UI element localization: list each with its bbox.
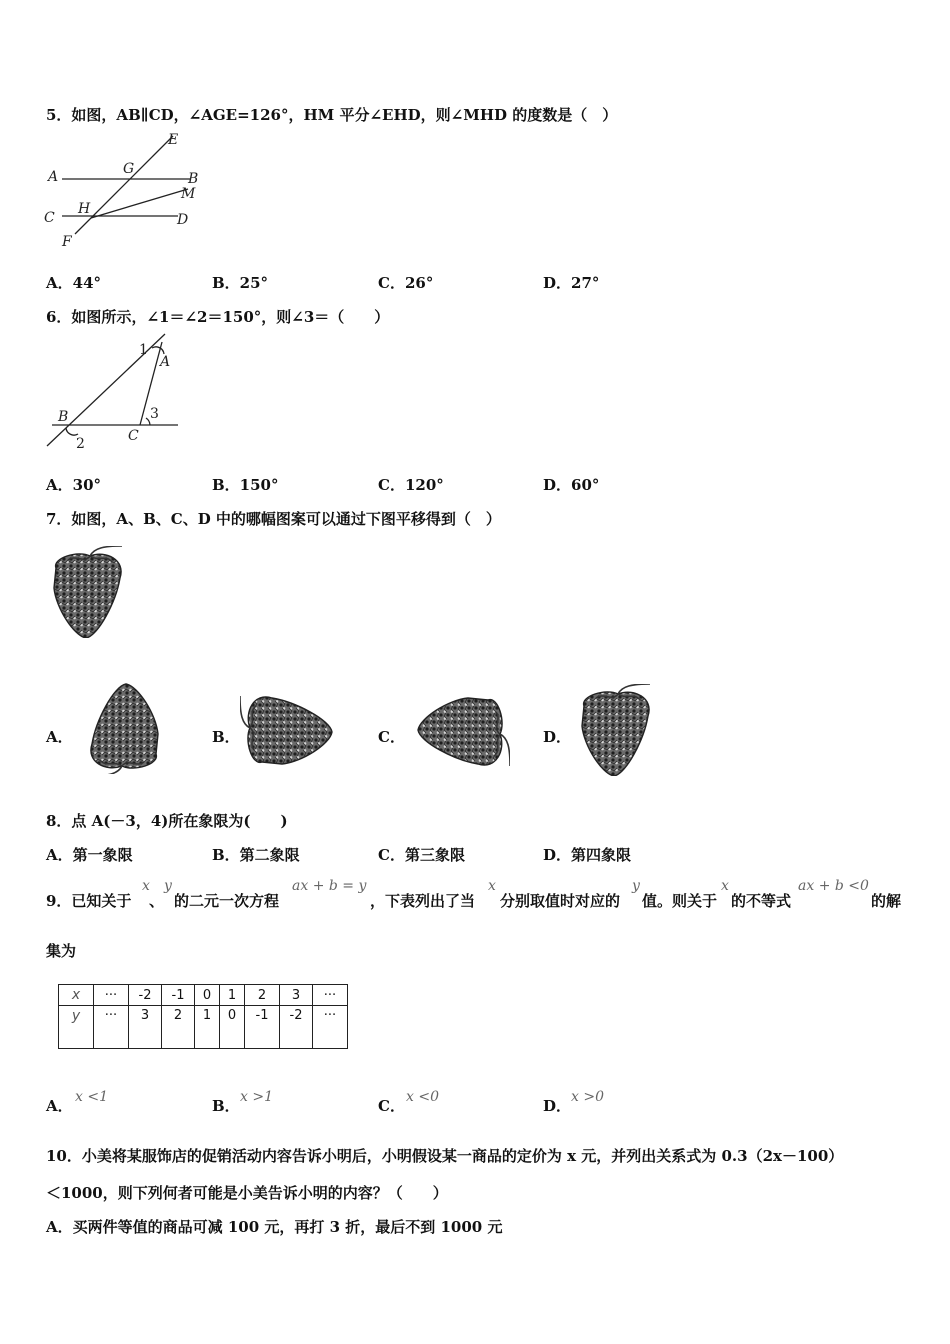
q7-option-b-label[interactable]: B． [212, 728, 240, 746]
q9-var-y2: y [632, 878, 640, 894]
table-cell: 3 [280, 985, 313, 1006]
table-cell: ··· [94, 1006, 129, 1049]
line-ef [75, 136, 173, 234]
table-cell: -2 [280, 1006, 313, 1049]
q9-p5: 值。则关于 [642, 892, 718, 910]
table-cell: 0 [195, 985, 220, 1006]
q9-p7: 的解 [871, 892, 902, 910]
q5-option-c[interactable]: C．26° [378, 274, 434, 292]
q7-text: 7．如图，A、B、C、D 中的哪幅图案可以通过下图平移得到（ ） [46, 510, 501, 528]
q9-var-x2: x [488, 878, 496, 894]
q9-p1: 、 [149, 892, 165, 910]
q8-option-b[interactable]: B．第二象限 [212, 846, 300, 864]
q7-option-c-label[interactable]: C． [378, 728, 405, 746]
q9-option-b-math[interactable]: x >1 [240, 1089, 273, 1105]
q7-option-d-label[interactable]: D． [543, 728, 572, 746]
q5-option-a[interactable]: A．44° [46, 274, 102, 292]
q5-text: 5．如图，AB∥CD，∠AGE=126°，HM 平分∠EHD，则∠MHD 的度数是（ ） [46, 106, 618, 124]
q6-text: 6．如图所示，∠1＝∠2＝150°，则∠3＝（ ） [46, 308, 390, 326]
q6-option-c[interactable]: C．120° [378, 476, 444, 494]
q9-p2: 的二元一次方程 [174, 892, 280, 910]
label-f: F [62, 234, 72, 250]
q9-option-a-math[interactable]: x <1 [75, 1089, 108, 1105]
label-angle-2: 2 [76, 436, 85, 452]
label-angle-1: 1 [139, 342, 148, 358]
q9-option-c-label[interactable]: C． [378, 1097, 405, 1115]
table-cell: 2 [162, 1006, 195, 1049]
q8-option-c[interactable]: C．第三象限 [378, 846, 465, 864]
q6-option-b[interactable]: B．150° [212, 476, 279, 494]
q9-p6: 的不等式 [731, 892, 792, 910]
table-cell: 0 [220, 1006, 245, 1049]
label-m: M [181, 186, 196, 202]
q9-var-x3: x [721, 878, 729, 894]
table-cell: ··· [313, 1006, 348, 1049]
q7-option-d-strawberry[interactable] [574, 684, 658, 776]
q7-original-strawberry [46, 546, 130, 638]
q9-equation: ax + b = y [292, 878, 367, 894]
label-c: C [128, 428, 139, 444]
table-row [59, 985, 348, 1006]
label-a: A [160, 354, 171, 370]
label-e: E [168, 132, 179, 148]
label-c: C [44, 210, 55, 226]
q8-option-a[interactable]: A．第一象限 [46, 846, 133, 864]
label-angle-3: 3 [150, 406, 159, 422]
q7-option-b-strawberry[interactable] [240, 688, 336, 772]
q9-var-y1: y [164, 878, 172, 894]
q8-text: 8．点 A(－3，4)所在象限为( ) [46, 812, 288, 830]
label-d: D [177, 212, 189, 228]
q6-option-a[interactable]: A．30° [46, 476, 102, 494]
label-b: B [188, 171, 199, 187]
table-cell: 1 [220, 985, 245, 1006]
q7-option-a-strawberry[interactable] [80, 678, 166, 774]
q6-figure [42, 332, 182, 454]
q5-option-d[interactable]: D．27° [543, 274, 600, 292]
label-h: H [78, 201, 91, 217]
label-b: B [58, 409, 69, 425]
angle-1-arc [152, 347, 164, 354]
table-cell: 1 [195, 1006, 220, 1049]
table-cell: 2 [245, 985, 280, 1006]
q7-option-a-label[interactable]: A． [46, 728, 73, 746]
q9-value-table [58, 984, 348, 1049]
table-cell: -1 [162, 985, 195, 1006]
q9-p4: 分别取值时对应的 [500, 892, 621, 910]
table-row [59, 1006, 348, 1049]
q9-p3: ，下表列出了当 [370, 892, 476, 910]
q6-option-d[interactable]: D．60° [543, 476, 600, 494]
table-cell: -1 [245, 1006, 280, 1049]
table-cell: y [59, 1006, 94, 1049]
q9-var-x1: x [142, 878, 150, 894]
q7-option-c-strawberry[interactable] [414, 690, 510, 774]
q9-option-d-math[interactable]: x >0 [571, 1089, 604, 1105]
table-cell: -2 [129, 985, 162, 1006]
q9-line2: 集为 [46, 942, 77, 960]
q9-inequality: ax + b <0 [798, 878, 869, 894]
q5-option-b[interactable]: B．25° [212, 274, 269, 292]
q9-option-b-label[interactable]: B． [212, 1097, 240, 1115]
table-cell: ··· [313, 985, 348, 1006]
table-cell: ··· [94, 985, 129, 1006]
label-g: G [123, 161, 135, 177]
table-cell: x [59, 985, 94, 1006]
q10-line1: 10．小美将某服饰店的促销活动内容告诉小明后，小明假设某一商品的定价为 x 元，并列出关系式为 0.3（2x－100） [46, 1147, 844, 1165]
q9-p0: 9．已知关于 [46, 892, 132, 910]
label-a: A [48, 169, 59, 185]
q5-figure [40, 128, 210, 252]
q9-option-d-label[interactable]: D． [543, 1097, 572, 1115]
q8-option-d[interactable]: D．第四象限 [543, 846, 632, 864]
q10-option-a[interactable]: A．买两件等值的商品可减 100 元，再打 3 折，最后不到 1000 元 [46, 1218, 503, 1236]
q9-option-c-math[interactable]: x <0 [406, 1089, 439, 1105]
q9-option-a-label[interactable]: A． [46, 1097, 73, 1115]
table-cell: 3 [129, 1006, 162, 1049]
q10-line2: ＜1000，则下列何者可能是小美告诉小明的内容？（ ） [46, 1184, 448, 1202]
angle-2-arc [66, 428, 78, 435]
